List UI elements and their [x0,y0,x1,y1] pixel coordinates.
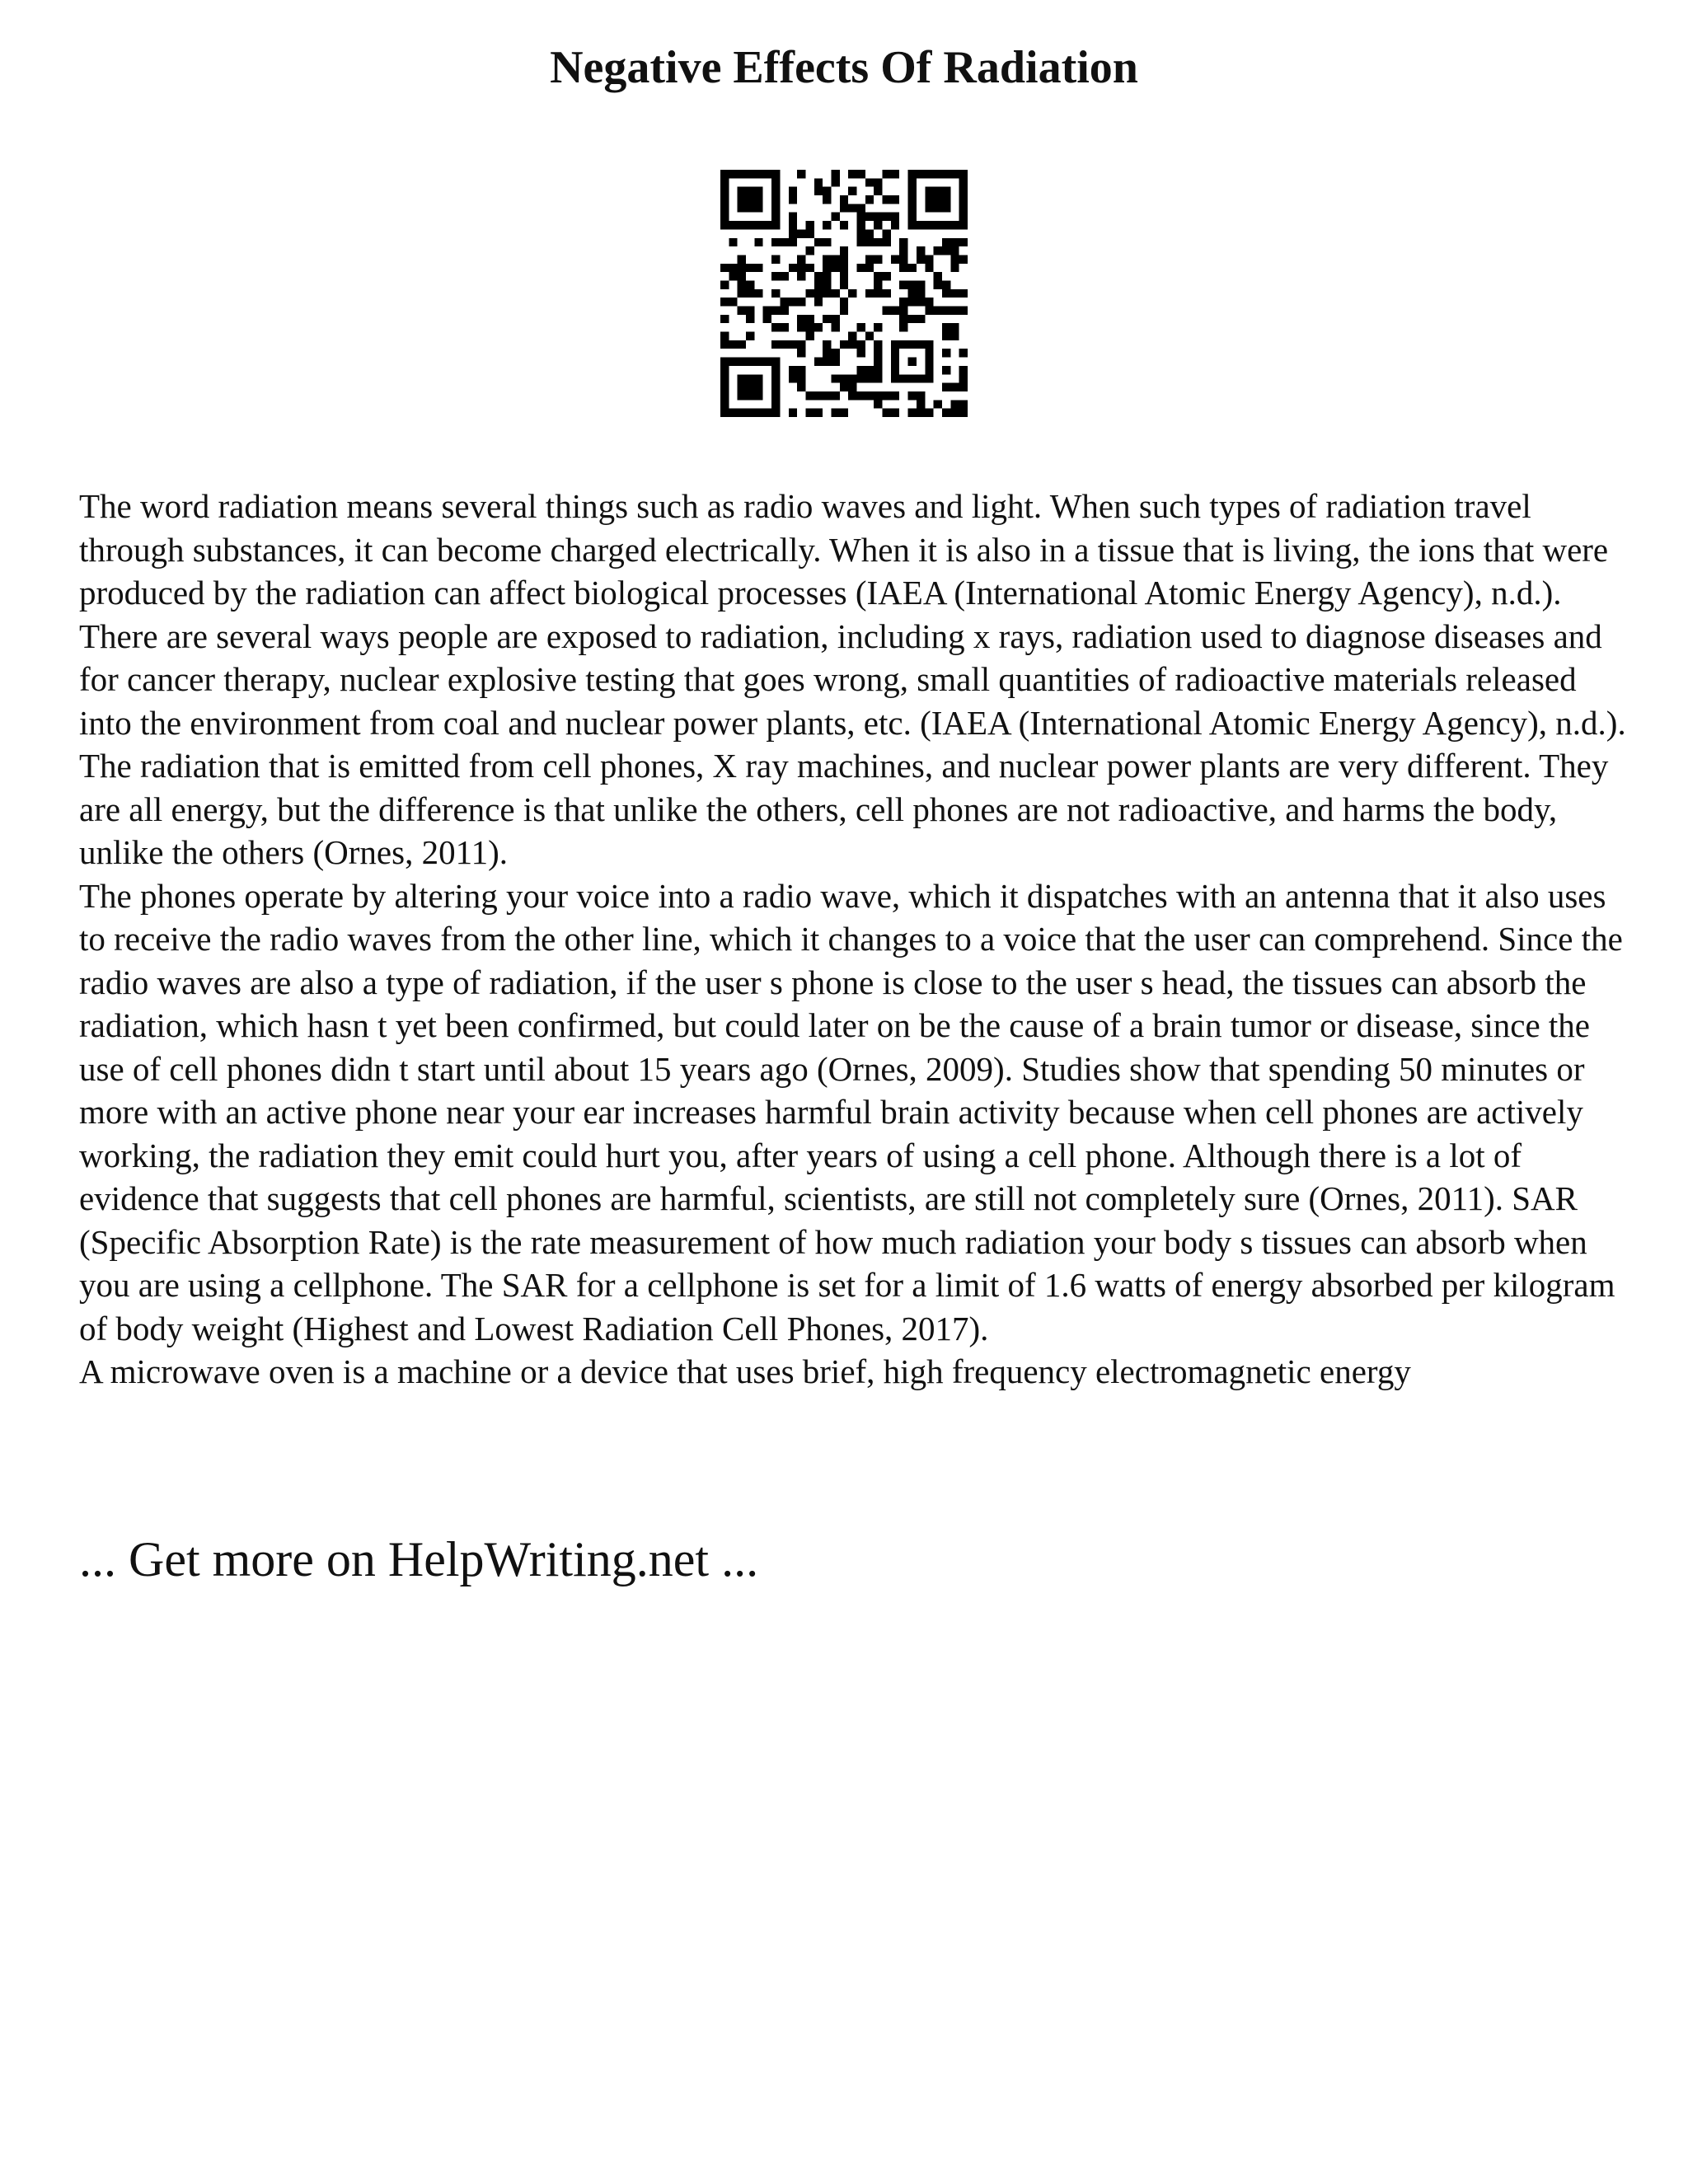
article-body [79,485,1629,1394]
paragraph-3: A microwave oven is a machine or a device that uses brief, high frequency electromagnetic energy [79,1352,1411,1390]
qr-code-icon [720,170,968,417]
page-title: Negative Effects Of Radiation [550,42,1138,93]
paragraph-2: The phones operate by altering your voice into a radio wave, which it dispatches with an antenna that it also uses to receive the radio waves from the other line, which it changes to a voice that the user can comprehend. Since the radio waves are also a type of radiation, if the user s phone is close to the user s head, the tissues can absorb the radiation, which hasn t yet been confirmed, but could later on be the cause of a brain tumor or disease, since the use of cell phones didn t start until about 15 years ago (Ornes, 2009). Studies show that spending 50 minutes or more with an active phone near your ear increases harmful brain activity because when cell phones are actively working, the radiation they emit could hurt you, after years of using a cell phone. Although there is a lot of evidence that suggests that cell phones are harmful, scientists, are still not completely sure (Ornes, 2011). SAR (Specific Absorption Rate) is the rate measurement of how much radiation your body s tissues can absorb when you are using a cellphone. The SAR for a cellphone is set for a limit of 1.6 watts of energy absorbed per kilogram of body weight (Highest and Lowest Radiation Cell Phones, 2017). [79,876,1623,1347]
get-more-link[interactable]: ... Get more on HelpWriting.net ... [79,1532,759,1586]
paragraph-1: The word radiation means several things such as radio waves and light. When such types of radiation travel through substances, it can become charged electrically. When it is also in a tissue that is living, the ions that were produced by the radiation can affect biological processes (IAEA (International Atomic Energy Agency), n.d.). There are several ways people are exposed to radiation, including x rays, radiation used to diagnose diseases and for cancer therapy, nuclear explosive testing that goes wrong, small quantities of radioactive materials released into the environment from coal and nuclear power plants, etc. (IAEA (International Atomic Energy Agency), n.d.). The radiation that is emitted from cell phones, X ray machines, and nuclear power plants are very different. They are all energy, but the difference is that unlike the others, cell phones are not radioactive, and harms the body, unlike the others (Ornes, 2011). [79,487,1626,871]
